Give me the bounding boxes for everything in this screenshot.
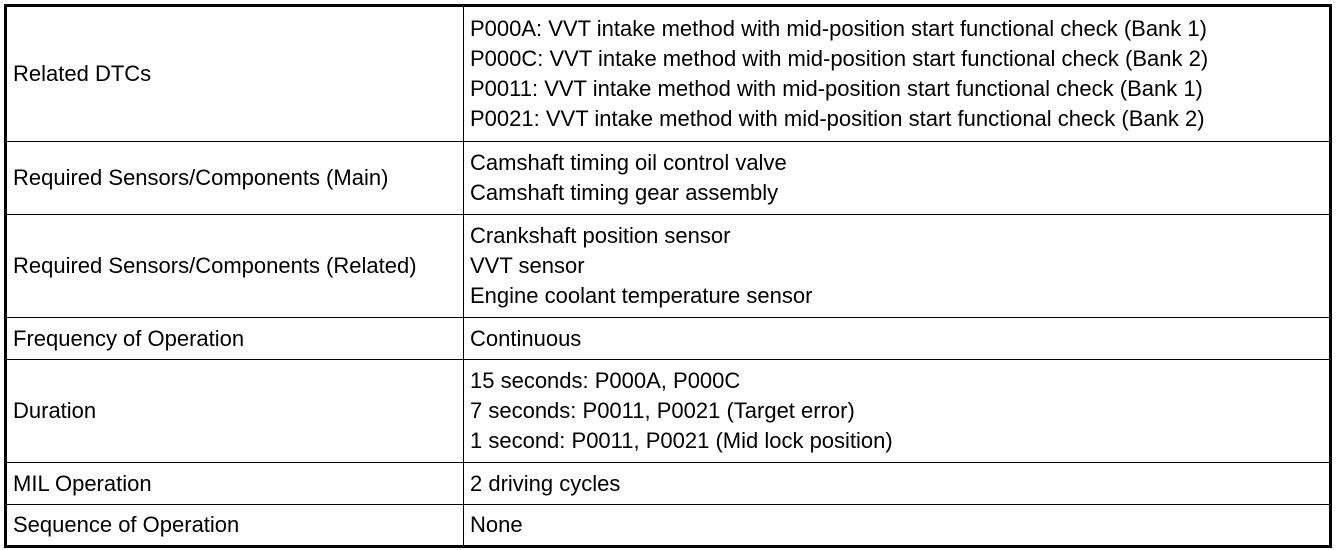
- row-value: Crankshaft position sensor: [470, 223, 731, 248]
- table-row-required-related: [6, 215, 1331, 318]
- row-value: VVT sensor: [470, 253, 585, 278]
- row-value-cell: [464, 142, 1331, 215]
- row-label: MIL Operation: [6, 463, 464, 505]
- row-value: Continuous: [470, 325, 582, 351]
- row-value: P000C: VVT intake method with mid-position start functional check (Bank 2): [470, 46, 1209, 71]
- row-value: 1 second: P0011, P0021 (Mid lock position): [470, 428, 893, 453]
- row-value-cell: [464, 505, 1331, 547]
- row-value: 7 seconds: P0011, P0021 (Target error): [470, 398, 855, 423]
- row-label: Sequence of Operation: [6, 505, 464, 547]
- row-value: None: [470, 512, 523, 537]
- row-value-cell: [464, 318, 1331, 360]
- row-value: 15 seconds: P000A, P000C: [470, 368, 741, 393]
- row-label: Frequency of Operation: [6, 318, 464, 360]
- row-value: P0011: VVT intake method with mid-position start functional check (Bank 1): [470, 76, 1203, 101]
- row-label: Duration: [6, 360, 464, 463]
- row-value: 2 driving cycles: [470, 470, 621, 496]
- row-value-cell: [464, 360, 1331, 463]
- table-row-frequency: [6, 318, 1331, 360]
- table-row-duration: [6, 360, 1331, 463]
- row-value: Camshaft timing gear assembly: [470, 180, 779, 205]
- row-label: Related DTCs: [6, 6, 464, 142]
- table-row-mil-operation: [6, 463, 1331, 505]
- table-row-required-main: [6, 142, 1331, 215]
- row-value: P000A: VVT intake method with mid-position start functional check (Bank 1): [470, 16, 1207, 41]
- row-value-cell: [464, 463, 1331, 505]
- row-value-cell: [464, 215, 1331, 318]
- spec-table: [4, 4, 1332, 548]
- row-value-cell: [464, 6, 1331, 142]
- row-label: Required Sensors/Components (Main): [6, 142, 464, 215]
- row-value: Camshaft timing oil control valve: [470, 150, 787, 175]
- table-row-related-dtcs: [6, 6, 1331, 142]
- table-row-sequence: [6, 505, 1331, 547]
- row-label: Required Sensors/Components (Related): [6, 215, 464, 318]
- row-value: Engine coolant temperature sensor: [470, 283, 813, 308]
- row-value: P0021: VVT intake method with mid-position start functional check (Bank 2): [470, 106, 1205, 131]
